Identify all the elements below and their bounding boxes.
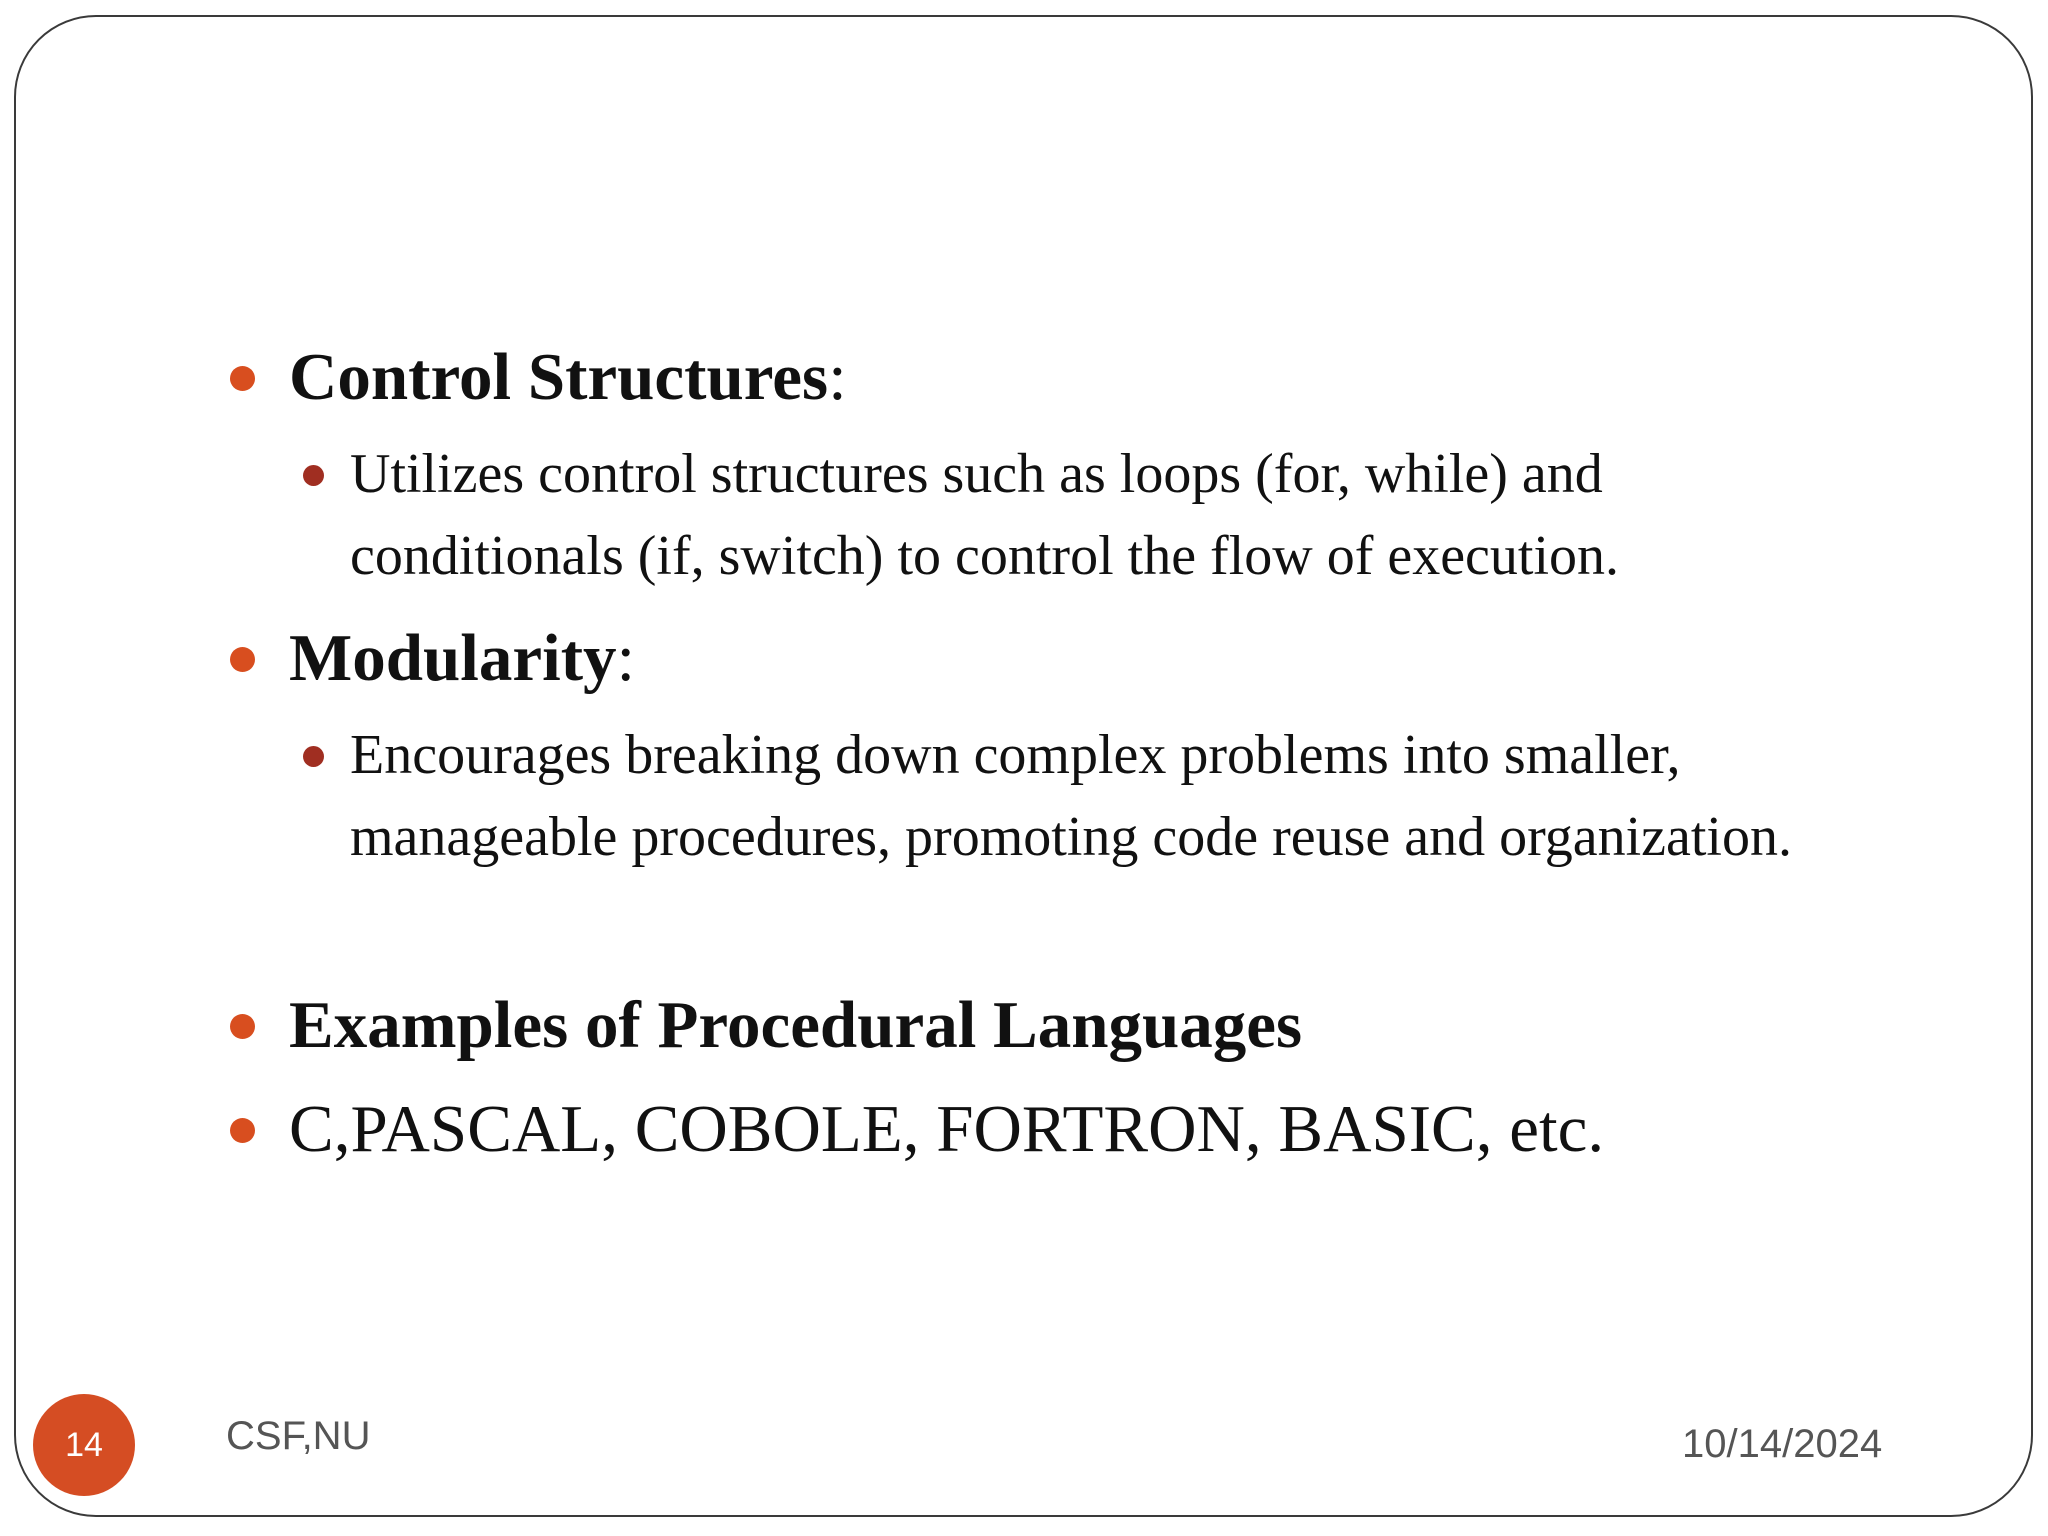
footer-date: 10/14/2024 bbox=[1682, 1422, 1883, 1466]
sub-bullet-modularity bbox=[350, 714, 1870, 878]
sub-bullet-dot-icon bbox=[303, 465, 324, 486]
bullet-dot-icon bbox=[230, 366, 255, 391]
bullet-heading: Control Structures bbox=[289, 340, 829, 414]
bullet-heading: Examples of Procedural Languages bbox=[289, 988, 1303, 1062]
sub-bullet-dot-icon bbox=[303, 746, 324, 767]
footer-organization: CSF,NU bbox=[226, 1414, 371, 1458]
bullet-examples bbox=[289, 984, 1889, 1066]
bullet-languages-list bbox=[289, 1088, 1889, 1170]
sub-bullet-text: Encourages breaking down complex problems into smaller, manageable procedures, promoting code reuse and organization. bbox=[350, 724, 1792, 868]
bullet-dot-icon bbox=[230, 1118, 255, 1143]
bullet-heading-suffix: : bbox=[616, 621, 636, 695]
bullet-dot-icon bbox=[230, 1014, 255, 1039]
page-number-badge: 14 bbox=[33, 1394, 135, 1496]
bullet-control-structures bbox=[289, 336, 1889, 418]
bullet-dot-icon bbox=[230, 647, 255, 672]
bullet-heading: Modularity bbox=[289, 621, 617, 695]
bullet-heading-suffix: : bbox=[828, 340, 847, 414]
sub-bullet-control-structures bbox=[350, 433, 1870, 597]
bullet-modularity bbox=[289, 617, 1889, 699]
bullet-text: C,PASCAL, COBOLE, FORTRON, BASIC, etc. bbox=[289, 1092, 1605, 1166]
sub-bullet-text: Utilizes control structures such as loops (for, while) and conditionals (if, switch) to control the flow of execution. bbox=[350, 443, 1620, 587]
